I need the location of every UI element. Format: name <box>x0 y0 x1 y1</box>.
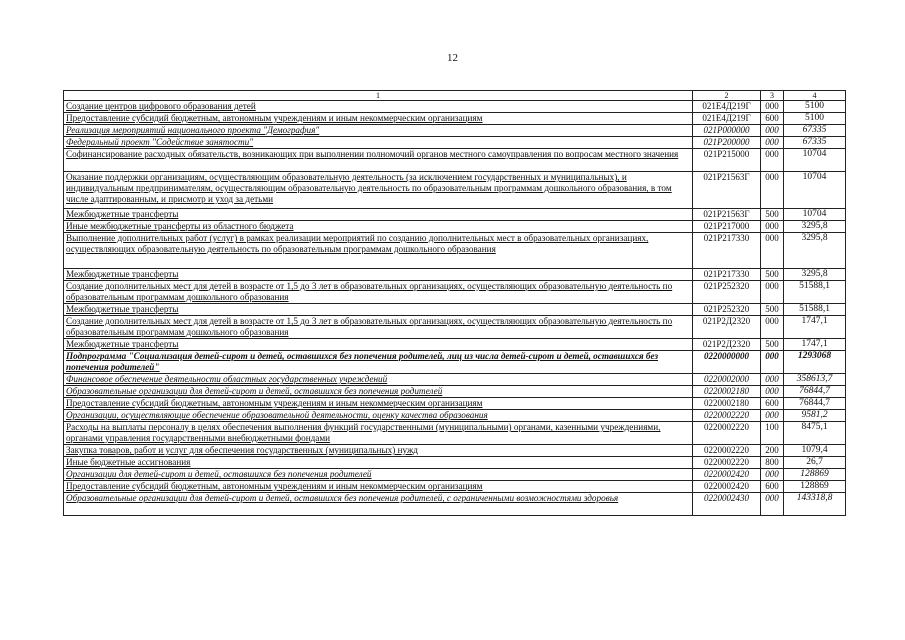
row-amount: 143318,8 <box>784 493 846 516</box>
row-name: Реализация мероприятий национального проекта "Демография" <box>64 125 693 137</box>
row-name: Выполнение дополнительных работ (услуг) в рамках реализации мероприятий по созданию дополнительных мест в образовательных организациях, осуществляющих образовательную деятельность по образовательным программам дошкольного образования <box>64 233 693 269</box>
row-expense-type: 100 <box>761 422 784 445</box>
table-row <box>64 398 846 410</box>
row-name: Предоставление субсидий бюджетным, автономным учреждениям и иным некоммерческим организациям <box>64 113 693 125</box>
table-row <box>64 172 846 209</box>
row-code: 021Р217330 <box>693 269 761 281</box>
row-name: Расходы на выплаты персоналу в целях обеспечения выполнения функций государственными (муниципальными) органами, казенными учреждениями, органами управления государственными внебюджетными фондами <box>64 422 693 445</box>
row-code: 021Р2Д2320 <box>693 339 761 351</box>
row-name: Межбюджетные трансферты <box>64 304 693 316</box>
table-row <box>64 113 846 125</box>
row-code: 0220002220 <box>693 445 761 457</box>
row-amount: 5100 <box>784 113 846 125</box>
table-row <box>64 493 846 516</box>
row-name: Оказание поддержки организациям, осуществляющим образовательную деятельность (за исключением государственных и муниципальных), и индивидуальным предпринимателям, осуществляющим образовательную деятельность по образовательным программам дошкольного образования, в том числе адаптированным, и присмотр и уход за детьми <box>64 172 693 209</box>
row-expense-type: 500 <box>761 209 784 221</box>
row-expense-type: 000 <box>761 469 784 481</box>
table-row <box>64 339 846 351</box>
row-amount: 10704 <box>784 149 846 172</box>
column-number-row <box>64 91 846 101</box>
row-code: 0220002180 <box>693 386 761 398</box>
row-expense-type: 600 <box>761 113 784 125</box>
row-amount: 358613,7 <box>784 374 846 386</box>
table-row <box>64 469 846 481</box>
row-amount: 3295,8 <box>784 269 846 281</box>
table-row <box>64 125 846 137</box>
table-row <box>64 481 846 493</box>
row-code: 0220002220 <box>693 422 761 445</box>
row-code: 021Р217000 <box>693 221 761 233</box>
row-expense-type: 000 <box>761 149 784 172</box>
row-code: 0220002000 <box>693 374 761 386</box>
row-expense-type: 000 <box>761 386 784 398</box>
row-expense-type: 000 <box>761 351 784 374</box>
row-name: Иные бюджетные ассигнования <box>64 457 693 469</box>
row-name: Организации, осуществляющие обеспечение образовательной деятельности, оценку качества образования <box>64 410 693 422</box>
row-code: 021Р252320 <box>693 281 761 304</box>
budget-table-body <box>64 91 846 516</box>
row-expense-type: 200 <box>761 445 784 457</box>
row-amount: 76844,7 <box>784 398 846 410</box>
row-code: 021Р217330 <box>693 233 761 269</box>
row-expense-type: 000 <box>761 172 784 209</box>
row-code: 021Р215000 <box>693 149 761 172</box>
row-name: Софинансирование расходных обязательств, возникающих при выполнении полномочий органов местного самоуправления по вопросам местного значения <box>64 149 693 172</box>
row-amount: 3295,8 <box>784 233 846 269</box>
row-expense-type: 000 <box>761 410 784 422</box>
row-name: Межбюджетные трансферты <box>64 339 693 351</box>
row-amount: 3295,8 <box>784 221 846 233</box>
column-number-2: 2 <box>693 91 761 101</box>
row-expense-type: 000 <box>761 101 784 113</box>
row-name: Организации для детей-сирот и детей, оставшихся без попечения родителей <box>64 469 693 481</box>
row-expense-type: 500 <box>761 269 784 281</box>
row-name: Федеральный проект "Содействие занятости" <box>64 137 693 149</box>
row-code: 021Р000000 <box>693 125 761 137</box>
table-row <box>64 137 846 149</box>
budget-table <box>63 90 846 516</box>
row-code: 021Р252320 <box>693 304 761 316</box>
row-name: Создание дополнительных мест для детей в возрасте от 1,5 до 3 лет в образовательных организациях, осуществляющих образовательную деятельность по образовательным программам дошкольного образования <box>64 316 693 339</box>
row-code: 021Р2Д2320 <box>693 316 761 339</box>
row-amount: 26,7 <box>784 457 846 469</box>
row-amount: 1079,4 <box>784 445 846 457</box>
row-expense-type: 000 <box>761 493 784 516</box>
table-row <box>64 422 846 445</box>
row-code: 021Е4Д219Г <box>693 101 761 113</box>
row-name: Образовательные организации для детей-сирот и детей, оставшихся без попечения родителей, с ограниченными возможностями здоровья <box>64 493 693 516</box>
row-name: Финансовое обеспечение деятельности областных государственных учреждений <box>64 374 693 386</box>
table-row <box>64 281 846 304</box>
column-number-1: 1 <box>64 91 693 101</box>
row-code: 0220002180 <box>693 398 761 410</box>
row-expense-type: 500 <box>761 339 784 351</box>
row-code: 0220002220 <box>693 410 761 422</box>
row-expense-type: 800 <box>761 457 784 469</box>
table-row <box>64 101 846 113</box>
row-name: Закупка товаров, работ и услуг для обеспечения государственных (муниципальных) нужд <box>64 445 693 457</box>
row-expense-type: 000 <box>761 137 784 149</box>
table-row <box>64 351 846 374</box>
row-amount: 67335 <box>784 125 846 137</box>
row-expense-type: 600 <box>761 481 784 493</box>
row-expense-type: 000 <box>761 374 784 386</box>
row-amount: 128869 <box>784 469 846 481</box>
row-code: 021Р21563Г <box>693 209 761 221</box>
row-amount: 67335 <box>784 137 846 149</box>
row-amount: 128869 <box>784 481 846 493</box>
table-row <box>64 316 846 339</box>
row-name: Предоставление субсидий бюджетным, автономным учреждениям и иным некоммерческим организациям <box>64 398 693 410</box>
row-expense-type: 000 <box>761 125 784 137</box>
table-row <box>64 410 846 422</box>
row-amount: 10704 <box>784 209 846 221</box>
column-number-4: 4 <box>784 91 846 101</box>
row-expense-type: 600 <box>761 398 784 410</box>
table-row <box>64 304 846 316</box>
row-code: 0220002420 <box>693 481 761 493</box>
row-name: Создание центров цифрового образования детей <box>64 101 693 113</box>
row-amount: 51588,1 <box>784 304 846 316</box>
row-code: 0220002420 <box>693 469 761 481</box>
row-name: Предоставление субсидий бюджетным, автономным учреждениям и иным некоммерческим организациям <box>64 481 693 493</box>
row-amount: 1747,1 <box>784 316 846 339</box>
row-expense-type: 500 <box>761 304 784 316</box>
row-name: Подпрограмма "Социализация детей-сирот и детей, оставшихся без попечения родителей, лиц из числа детей-сирот и детей, оставшихся без попечения родителей" <box>64 351 693 374</box>
row-amount: 1293068 <box>784 351 846 374</box>
row-name: Межбюджетные трансферты <box>64 269 693 281</box>
row-expense-type: 000 <box>761 316 784 339</box>
table-row <box>64 457 846 469</box>
row-amount: 8475,1 <box>784 422 846 445</box>
table-row <box>64 445 846 457</box>
row-name: Межбюджетные трансферты <box>64 209 693 221</box>
row-code: 0220002430 <box>693 493 761 516</box>
row-name: Образовательные организации для детей-сирот и детей, оставшихся без попечения родителей <box>64 386 693 398</box>
row-amount: 9581,2 <box>784 410 846 422</box>
row-code: 021Р21563Г <box>693 172 761 209</box>
page-number: 12 <box>447 52 458 64</box>
row-name: Иные межбюджетные трансферты из областного бюджета <box>64 221 693 233</box>
column-number-3: 3 <box>761 91 784 101</box>
row-amount: 1747,1 <box>784 339 846 351</box>
row-amount: 5100 <box>784 101 846 113</box>
row-code: 0220002220 <box>693 457 761 469</box>
row-amount: 76844,7 <box>784 386 846 398</box>
row-expense-type: 000 <box>761 233 784 269</box>
table-row <box>64 149 846 172</box>
table-row <box>64 374 846 386</box>
row-code: 021Е4Д219Г <box>693 113 761 125</box>
table-row <box>64 221 846 233</box>
row-expense-type: 000 <box>761 221 784 233</box>
row-amount: 10704 <box>784 172 846 209</box>
table-row <box>64 209 846 221</box>
row-name: Создание дополнительных мест для детей в возрасте от 1,5 до 3 лет в образовательных организациях, осуществляющих образовательную деятельность по образовательным программам дошкольного образования <box>64 281 693 304</box>
row-code: 021Р200000 <box>693 137 761 149</box>
row-code: 0220000000 <box>693 351 761 374</box>
table-row <box>64 233 846 269</box>
table-row <box>64 269 846 281</box>
row-amount: 51588,1 <box>784 281 846 304</box>
table-row <box>64 386 846 398</box>
row-expense-type: 000 <box>761 281 784 304</box>
